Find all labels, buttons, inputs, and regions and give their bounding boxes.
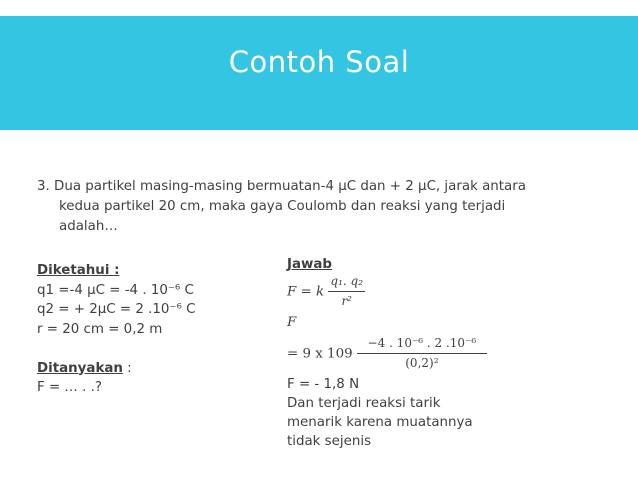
- asked-row: [37, 359, 195, 379]
- note-line-2: menarik karena muatannya: [287, 415, 473, 430]
- calc-numerator: −4 . 10⁻⁶ . 2 .10⁻⁶: [357, 334, 487, 354]
- question-line-2: kedua partikel 20 cm, maka gaya Coulomb dan reaksi yang terjadi: [59, 199, 506, 214]
- spacer: [37, 339, 195, 359]
- formula-lhs: F = k: [287, 284, 325, 300]
- answer-section: [287, 255, 587, 451]
- slide-title: Contoh Soal: [228, 45, 410, 79]
- note-line-1: Dan terjadi reaksi tarik: [287, 396, 441, 411]
- question-line-3: adalah…: [59, 219, 118, 234]
- calc-row: [287, 334, 587, 373]
- known-heading: Diketahui :: [37, 263, 120, 278]
- known-r: r = 20 cm = 0,2 m: [37, 321, 163, 337]
- note-line-3: tidak sejenis: [287, 434, 372, 449]
- formula-row: [287, 272, 587, 311]
- asked-colon: :: [122, 360, 132, 376]
- known-section: [37, 261, 195, 398]
- known-q2: q2 = + 2µC = 2 .10⁻⁶ C: [37, 302, 196, 317]
- asked-value: F = … . .?: [37, 380, 102, 395]
- formula-fraction: [328, 272, 365, 311]
- calc-denominator: (0,2)²: [405, 356, 439, 370]
- calc-fraction: [357, 334, 487, 373]
- calc-lhs: = 9 x 109: [287, 346, 353, 362]
- question-line-1: 3. Dua partikel masing-masing bermuatan-4 µC dan + 2 µC, jarak antara: [37, 179, 526, 194]
- f-symbol: F: [287, 315, 297, 330]
- question-text: [37, 177, 597, 237]
- result: F = - 1,8 N: [287, 377, 360, 392]
- formula-denominator: r²: [341, 294, 352, 308]
- known-q1: q1 =-4 µC = -4 . 10⁻⁶ C: [37, 282, 194, 298]
- answer-heading: Jawab: [287, 257, 333, 272]
- asked-heading: Ditanyakan: [37, 360, 123, 376]
- formula-numerator: q₁. q₂: [328, 272, 365, 292]
